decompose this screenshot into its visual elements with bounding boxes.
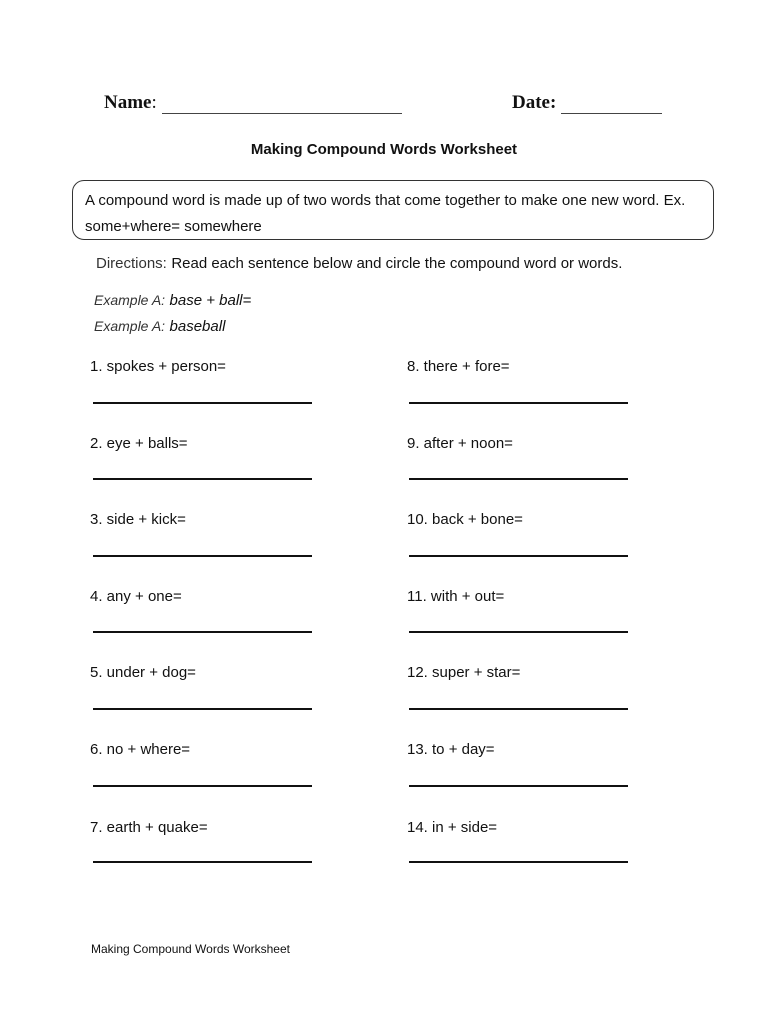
directions-label: Directions: [96,255,167,272]
exercise-item: 6. no + where= [90,741,191,758]
name-label-text: Name [104,92,152,113]
example-label: Example A: [94,292,166,308]
page-footer: Making Compound Words Worksheet [91,942,290,956]
answer-line[interactable] [409,555,628,557]
example-row [94,292,251,310]
definition-box [72,180,714,240]
exercise-item: 13. to + day= [407,741,495,758]
exercise-item: 8. there + fore= [407,358,510,375]
definition-text: A compound word is made up of two words that come together to make one new word. Ex. some+where= somewhere [85,192,686,235]
answer-line[interactable] [409,631,628,633]
page-title: Making Compound Words Worksheet [250,141,518,158]
answer-line[interactable] [409,478,628,480]
name-field-label: Name: [104,92,157,113]
example-label: Example A: [94,318,166,334]
date-field-label: Date: [512,92,557,113]
answer-line[interactable] [409,708,628,710]
example-text: base + ball= [169,292,252,309]
exercise-item: 9. after + noon= [407,435,513,452]
exercise-item: 2. eye + balls= [90,435,188,452]
name-input-line[interactable] [162,113,402,114]
exercise-item: 7. earth + quake= [90,819,208,836]
answer-line[interactable] [93,861,312,863]
exercise-item: 12. super + star= [407,664,521,681]
directions [96,255,622,273]
directions-text: Read each sentence below and circle the compound word or words. [171,255,623,272]
date-label-text: Date [512,92,550,113]
answer-line[interactable] [409,402,628,404]
exercise-item: 1. spokes + person= [90,358,226,375]
answer-line[interactable] [93,708,312,710]
exercise-item: 11. with + out= [407,588,505,605]
answer-line[interactable] [93,785,312,787]
exercise-item: 14. in + side= [407,819,498,836]
answer-line[interactable] [409,785,628,787]
exercise-item: 5. under + dog= [90,664,196,681]
answer-line[interactable] [93,631,312,633]
answer-line[interactable] [409,861,628,863]
answer-line[interactable] [93,478,312,480]
example-text: baseball [169,318,226,335]
exercise-item: 3. side + kick= [90,511,186,528]
answer-line[interactable] [93,555,312,557]
exercise-item: 4. any + one= [90,588,182,605]
exercise-item: 10. back + bone= [407,511,523,528]
answer-line[interactable] [93,402,312,404]
example-row [94,318,225,336]
date-input-line[interactable] [561,113,662,114]
